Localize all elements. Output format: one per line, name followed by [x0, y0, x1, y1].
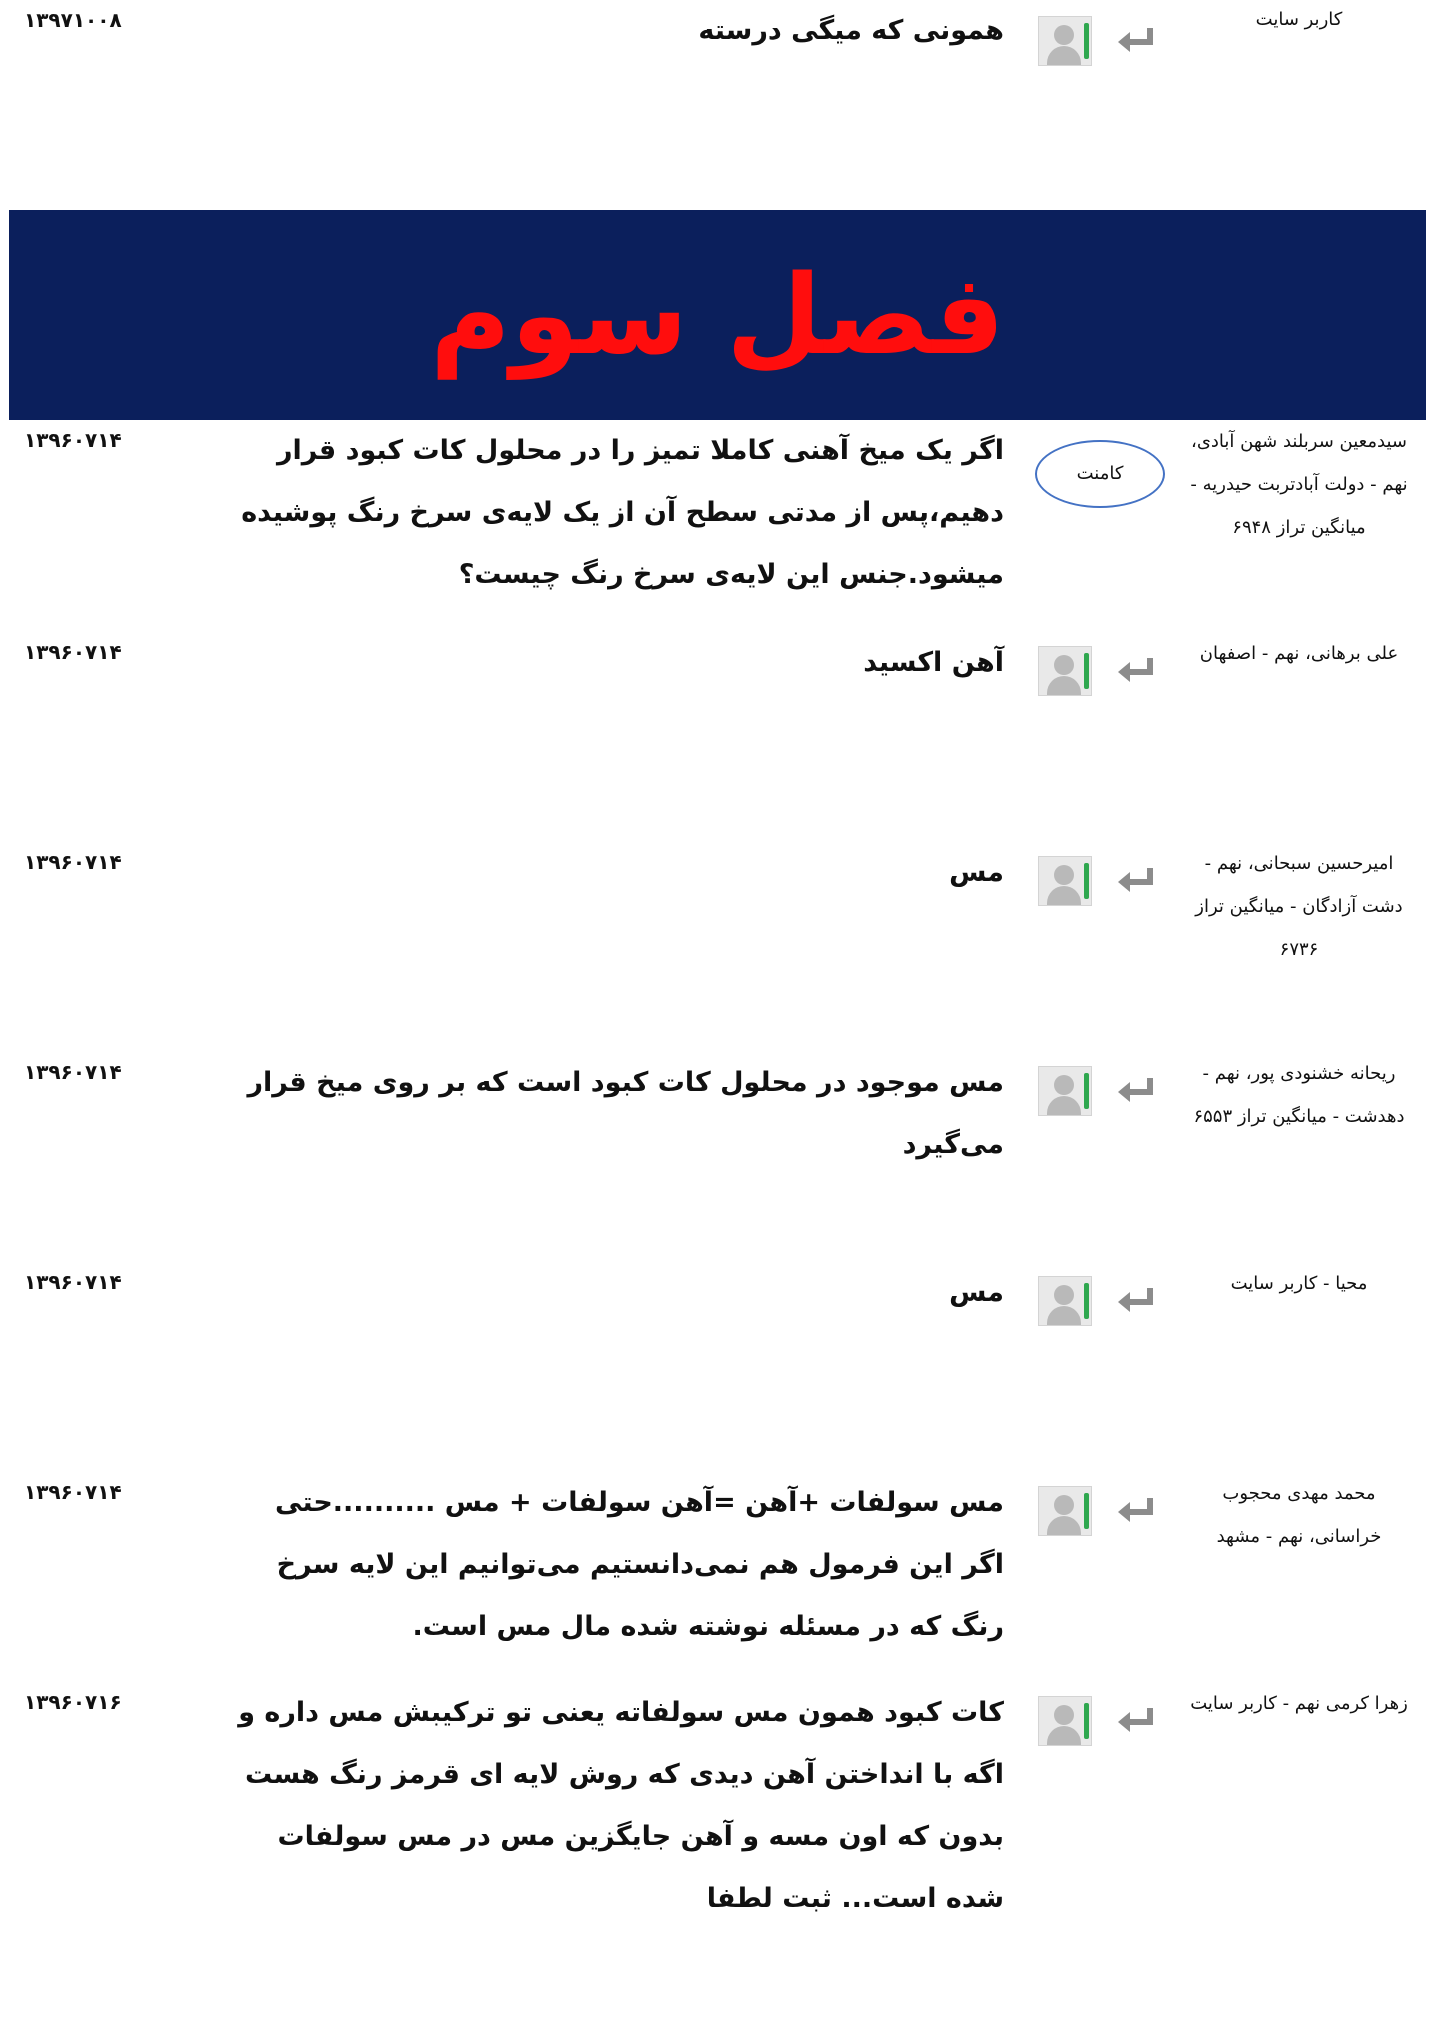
- reply-author: ریحانه خشنودی پور، نهم - دهدشت - میانگین تراز ۶۵۵۳: [1193, 1063, 1405, 1127]
- reply-text: مس موجود در محلول کات کبود است که بر روی میخ قرار می‌گیرد: [247, 1067, 1004, 1160]
- reply-icons: [1038, 1486, 1158, 1536]
- reply-arrow-icon[interactable]: [1116, 1286, 1156, 1316]
- reply-author: محیا - کاربر سایت: [1230, 1273, 1368, 1294]
- user-avatar-icon[interactable]: [1038, 1696, 1092, 1746]
- reply-arrow-icon[interactable]: [1116, 26, 1156, 56]
- user-avatar-icon[interactable]: [1038, 1486, 1092, 1536]
- reply-arrow-icon[interactable]: [1116, 1496, 1156, 1526]
- user-avatar-icon[interactable]: [1038, 16, 1092, 66]
- question-date: ۱۳۹۶۰۷۱۴: [24, 428, 122, 452]
- reply-icons: [1038, 646, 1158, 696]
- reply-text: مس سولفات +آهن =آهن سولفات + مس ..........حتی اگر این فرمول هم نمی‌دانستیم می‌توانیم این لایه سرخ رنگ که در مسئله نوشته شده مال مس است.: [275, 1487, 1004, 1642]
- reply-date: ۱۳۹۶۰۷۱۶: [24, 1690, 122, 1714]
- reply-text: مس: [949, 857, 1004, 888]
- chapter-banner: [9, 210, 1426, 420]
- reply-icons: [1038, 1066, 1158, 1116]
- reply-icons: [1038, 856, 1158, 906]
- comment-button[interactable]: کامنت: [1035, 440, 1165, 508]
- comment-date: ۱۳۹۷۱۰۰۸: [24, 8, 122, 32]
- reply-text: مس: [949, 1277, 1004, 1308]
- reply-date: ۱۳۹۶۰۷۱۴: [24, 1270, 122, 1294]
- reply-text: کات کبود همون مس سولفاته یعنی تو ترکیبش مس داره و اگه با انداختن آهن دیدی که روش لایه ای قرمز رنگ هست بدون که اون مسه و آهن جایگزین مس در مس سولفات شده است... ثبت لطفا: [238, 1697, 1004, 1914]
- reply-author: امیرحسین سبحانی، نهم - دشت آزادگان - میانگین تراز ۶۷۳۶: [1195, 853, 1403, 960]
- reply-date: ۱۳۹۶۰۷۱۴: [24, 1060, 122, 1084]
- reply-date: ۱۳۹۶۰۷۱۴: [24, 1480, 122, 1504]
- reply-icons: [1038, 1276, 1158, 1326]
- reply-arrow-icon[interactable]: [1116, 1076, 1156, 1106]
- question-text: اگر یک میخ آهنی کاملا تمیز را در محلول کات کبود قرار دهیم،پس از مدتی سطح آن از یک لایه‌ی سرخ رنگ پوشیده میشود.جنس این لایه‌ی سرخ رنگ چیست؟: [241, 435, 1004, 590]
- question-author: سیدمعین سربلند شهن آبادی، نهم - دولت آبادتربت حیدریه - میانگین تراز ۶۹۴۸: [1190, 431, 1408, 538]
- comment-icons: [1038, 16, 1158, 66]
- reply-text: آهن اکسید: [863, 647, 1004, 678]
- user-avatar-icon[interactable]: [1038, 1066, 1092, 1116]
- reply-arrow-icon[interactable]: [1116, 866, 1156, 896]
- comment-text: همونی که میگی درسته: [698, 15, 1004, 46]
- chapter-title: فصل سوم: [430, 251, 1005, 379]
- user-avatar-icon[interactable]: [1038, 646, 1092, 696]
- reply-author: زهرا کرمی نهم - کاربر سایت: [1190, 1693, 1408, 1714]
- user-avatar-icon[interactable]: [1038, 1276, 1092, 1326]
- reply-icons: [1038, 1696, 1158, 1746]
- reply-arrow-icon[interactable]: [1116, 656, 1156, 686]
- reply-date: ۱۳۹۶۰۷۱۴: [24, 850, 122, 874]
- reply-date: ۱۳۹۶۰۷۱۴: [24, 640, 122, 664]
- reply-arrow-icon[interactable]: [1116, 1706, 1156, 1736]
- comment-author: کاربر سایت: [1255, 9, 1343, 30]
- user-avatar-icon[interactable]: [1038, 856, 1092, 906]
- reply-author: علی برهانی، نهم - اصفهان: [1199, 643, 1399, 664]
- reply-author: محمد مهدی محجوب خراسانی، نهم - مشهد: [1216, 1483, 1382, 1547]
